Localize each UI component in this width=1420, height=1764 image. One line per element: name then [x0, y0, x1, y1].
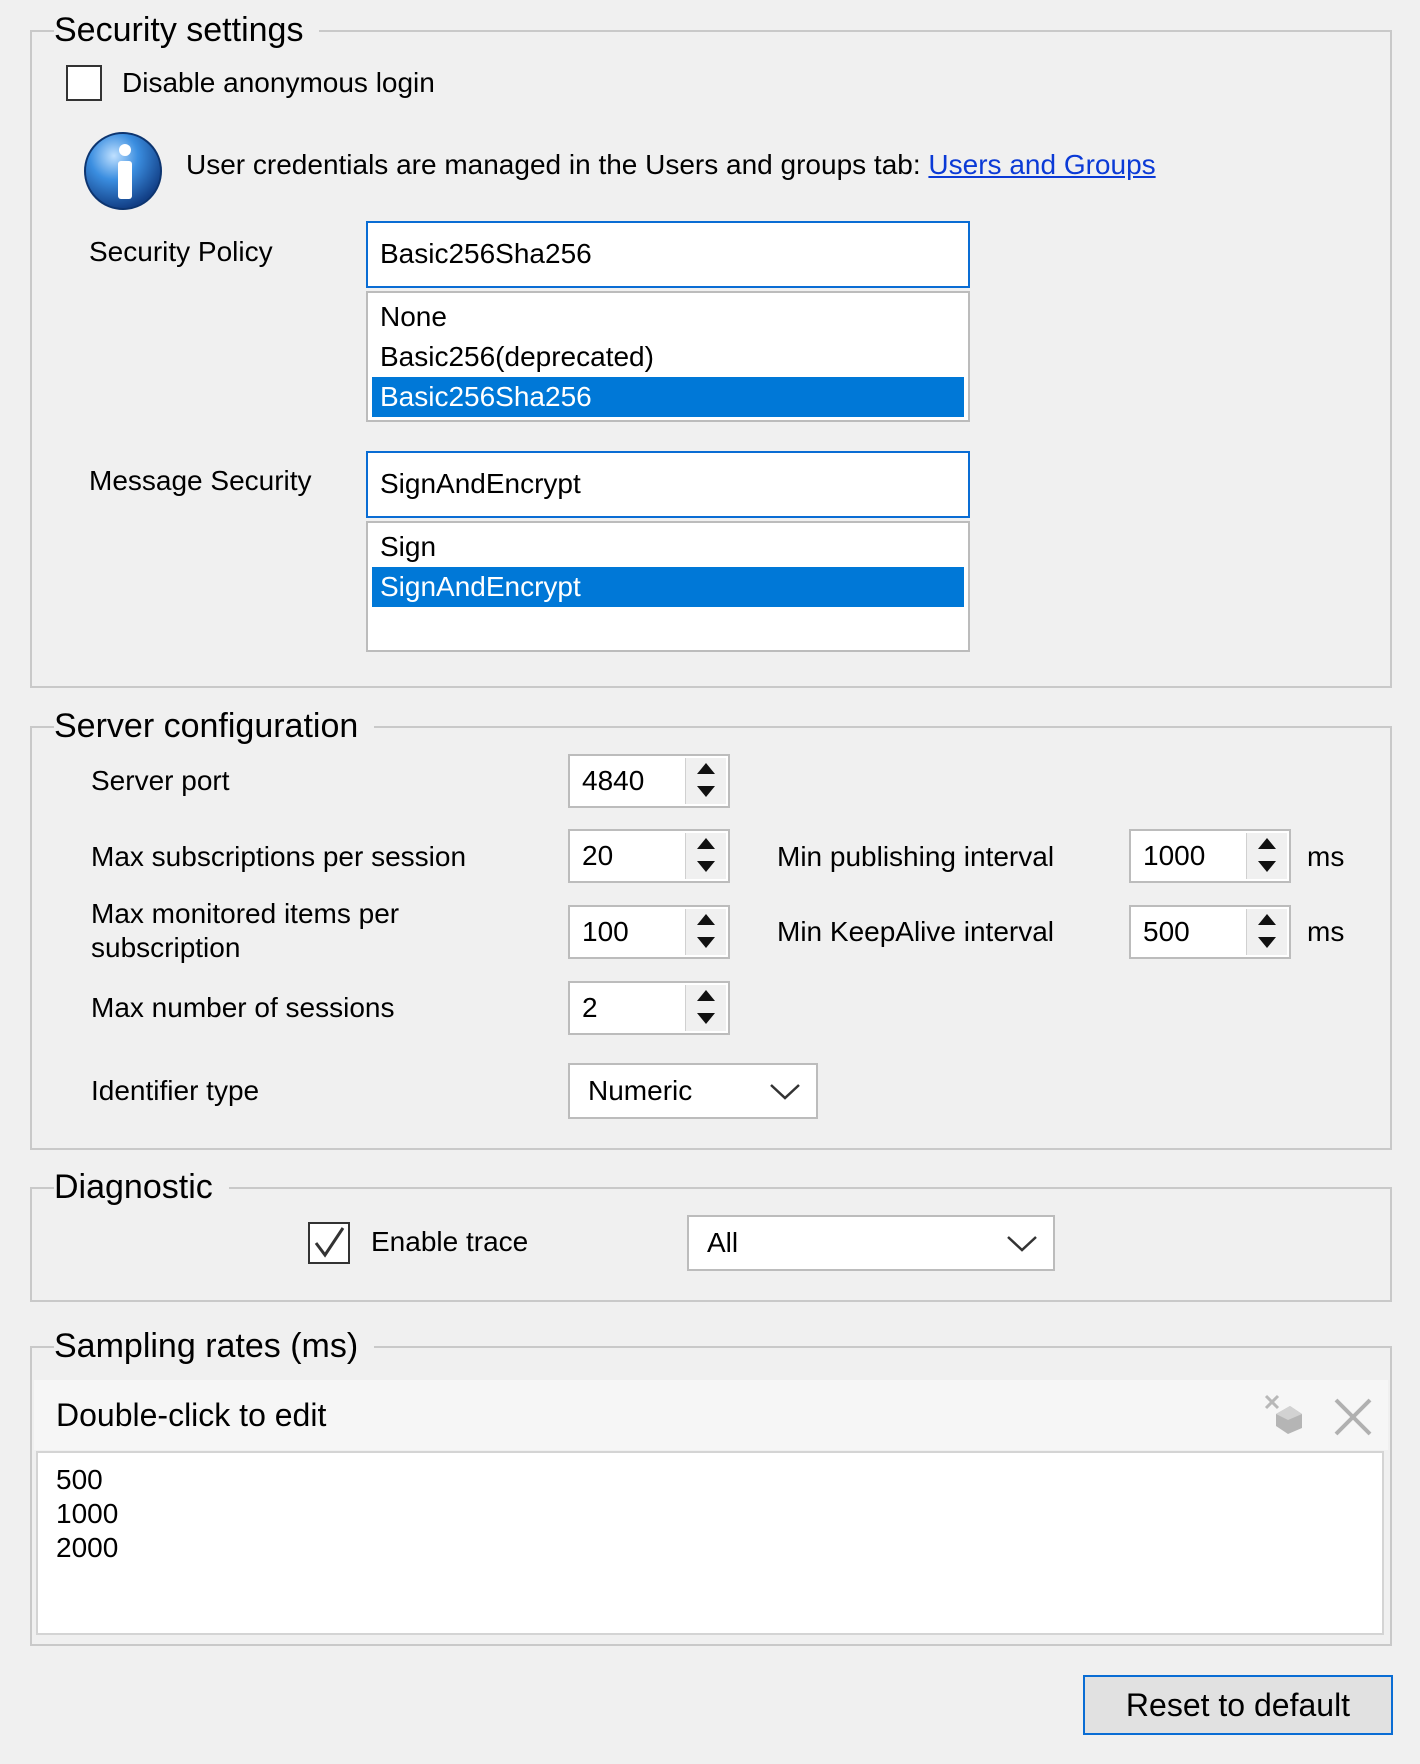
max-monitored-items-spin-buttons: [685, 909, 726, 955]
spin-up-icon[interactable]: [686, 909, 726, 932]
identifier-type-value: Numeric: [588, 1075, 693, 1106]
message-security-list[interactable]: [366, 521, 970, 652]
min-keepalive-unit: ms: [1307, 916, 1345, 947]
spin-up-icon[interactable]: [1247, 833, 1287, 856]
spin-down-icon[interactable]: [686, 1008, 726, 1031]
min-keepalive-spin-buttons: [1246, 909, 1287, 955]
disable-anonymous-label: Disable anonymous login: [122, 67, 435, 98]
min-publishing-interval-value[interactable]: 1000: [1143, 840, 1206, 871]
min-publishing-interval-spinner[interactable]: [1129, 829, 1291, 883]
sampling-rates-title: Sampling rates (ms): [54, 1326, 374, 1366]
sampling-rates-list[interactable]: [36, 1451, 1384, 1635]
enable-trace-checkbox[interactable]: [308, 1222, 350, 1264]
policy-option-basic256[interactable]: Basic256(deprecated): [380, 341, 654, 372]
chevron-down-icon: [1005, 1231, 1039, 1255]
max-monitored-items-value[interactable]: 100: [582, 916, 629, 947]
security-policy-list[interactable]: [366, 291, 970, 422]
delete-item-icon[interactable]: [1332, 1396, 1374, 1438]
diagnostic-title: Diagnostic: [54, 1167, 229, 1207]
checkmark-icon: [310, 1224, 348, 1262]
enable-trace-label: Enable trace: [371, 1226, 529, 1257]
max-monitored-items-label-line1: Max monitored items per: [91, 898, 400, 929]
max-sessions-label: Max number of sessions: [91, 992, 395, 1023]
message-security-label: Message Security: [89, 465, 312, 496]
spin-down-icon[interactable]: [686, 781, 726, 804]
spin-up-icon[interactable]: [686, 985, 726, 1008]
disable-anonymous-checkbox[interactable]: [66, 65, 102, 101]
reset-to-default-button[interactable]: Reset to default: [1083, 1675, 1393, 1735]
max-subscriptions-label: Max subscriptions per session: [91, 841, 467, 872]
sampling-rate-item[interactable]: 500: [56, 1464, 103, 1495]
min-keepalive-interval-label: Min KeepAlive interval: [777, 916, 1055, 947]
security-policy-field[interactable]: Basic256Sha256: [366, 221, 970, 288]
max-sessions-spinner[interactable]: [568, 981, 730, 1035]
sampling-rate-item[interactable]: 1000: [56, 1498, 119, 1529]
max-subscriptions-value[interactable]: 20: [582, 840, 614, 871]
max-subscriptions-spinner[interactable]: [568, 829, 730, 883]
min-keepalive-interval-value[interactable]: 500: [1143, 916, 1190, 947]
server-port-label: Server port: [91, 765, 230, 796]
server-configuration-title: Server configuration: [54, 706, 374, 746]
trace-level-value: All: [707, 1227, 739, 1258]
server-port-spinner[interactable]: [568, 754, 730, 808]
credentials-info-text: User credentials are managed in the Users and groups tab:: [186, 149, 929, 180]
chevron-down-icon: [768, 1079, 802, 1103]
identifier-type-dropdown[interactable]: [568, 1063, 818, 1119]
min-keepalive-interval-spinner[interactable]: [1129, 905, 1291, 959]
spin-down-icon[interactable]: [1247, 856, 1287, 879]
min-publishing-unit: ms: [1307, 841, 1345, 872]
add-item-icon[interactable]: [1262, 1390, 1308, 1436]
spin-up-icon[interactable]: [1247, 909, 1287, 932]
sampling-list-caption: Double-click to edit: [56, 1397, 327, 1433]
min-publishing-interval-label: Min publishing interval: [777, 841, 1055, 872]
message-security-field[interactable]: SignAndEncrypt: [366, 451, 970, 518]
server-port-value[interactable]: 4840: [582, 765, 645, 796]
message-option-signandencrypt[interactable]: SignAndEncrypt: [372, 567, 964, 607]
max-monitored-items-label: [91, 897, 399, 965]
users-and-groups-link[interactable]: Users and Groups: [928, 149, 1156, 180]
spin-down-icon[interactable]: [686, 932, 726, 955]
spin-up-icon[interactable]: [686, 833, 726, 856]
info-icon: [82, 130, 164, 212]
security-settings-title: Security settings: [54, 10, 319, 50]
min-publishing-spin-buttons: [1246, 833, 1287, 879]
trace-level-dropdown[interactable]: [687, 1215, 1055, 1271]
max-sessions-value[interactable]: 2: [582, 992, 598, 1023]
identifier-type-label: Identifier type: [91, 1075, 260, 1106]
spin-up-icon[interactable]: [686, 758, 726, 781]
policy-option-basic256sha256[interactable]: Basic256Sha256: [372, 377, 964, 417]
policy-option-none[interactable]: None: [380, 301, 447, 332]
max-monitored-items-spinner[interactable]: [568, 905, 730, 959]
security-policy-label: Security Policy: [89, 236, 273, 267]
credentials-info: [186, 148, 1156, 182]
spin-down-icon[interactable]: [686, 856, 726, 879]
max-monitored-items-label-line2: subscription: [91, 932, 241, 963]
max-sessions-spin-buttons: [685, 985, 726, 1031]
max-subscriptions-spin-buttons: [685, 833, 726, 879]
spin-down-icon[interactable]: [1247, 932, 1287, 955]
sampling-rate-item[interactable]: 2000: [56, 1532, 119, 1563]
message-option-sign[interactable]: Sign: [380, 531, 437, 562]
server-port-spin-buttons: [685, 758, 726, 804]
